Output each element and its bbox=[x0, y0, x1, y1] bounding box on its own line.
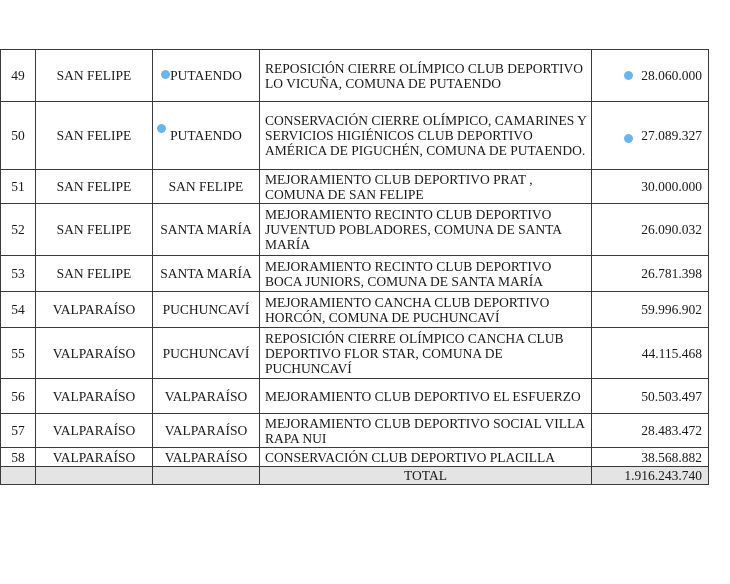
provincia-cell: SAN FELIPE bbox=[36, 170, 153, 204]
monto-label: 27.089.327 bbox=[641, 128, 702, 143]
row-number: 51 bbox=[1, 170, 36, 204]
provincia-cell: VALPARAÍSO bbox=[36, 328, 153, 379]
provincia-cell: SAN FELIPE bbox=[36, 204, 153, 256]
total-row bbox=[1, 467, 709, 485]
proyecto-cell: MEJORAMIENTO CLUB DEPORTIVO SOCIAL VILLA RAPA NUI bbox=[260, 414, 592, 448]
comuna-cell bbox=[153, 102, 260, 170]
table-row bbox=[1, 170, 709, 204]
table-row bbox=[1, 414, 709, 448]
table-row bbox=[1, 448, 709, 467]
total-empty-cell bbox=[36, 467, 153, 485]
projects-table bbox=[0, 49, 709, 485]
provincia-cell: VALPARAÍSO bbox=[36, 292, 153, 328]
provincia-cell: VALPARAÍSO bbox=[36, 448, 153, 467]
provincia-cell: SAN FELIPE bbox=[36, 102, 153, 170]
row-number: 56 bbox=[1, 379, 36, 414]
table-row bbox=[1, 50, 709, 102]
comuna-cell: PUCHUNCAVÍ bbox=[153, 292, 260, 328]
row-number: 54 bbox=[1, 292, 36, 328]
provincia-cell: VALPARAÍSO bbox=[36, 379, 153, 414]
row-number: 50 bbox=[1, 102, 36, 170]
comuna-cell: SANTA MARÍA bbox=[153, 204, 260, 256]
comuna-label: PUTAENDO bbox=[170, 68, 242, 83]
highlight-dot-icon bbox=[157, 124, 166, 133]
proyecto-cell: MEJORAMIENTO CLUB DEPORTIVO PRAT , COMUNA DE SAN FELIPE bbox=[260, 170, 592, 204]
proyecto-cell: MEJORAMIENTO RECINTO CLUB DEPORTIVO BOCA JUNIORS, COMUNA DE SANTA MARÍA bbox=[260, 256, 592, 292]
proyecto-cell: REPOSICIÓN CIERRE OLÍMPICO CANCHA CLUB DEPORTIVO FLOR STAR, COMUNA DE PUCHUNCAVÍ bbox=[260, 328, 592, 379]
total-empty-cell bbox=[1, 467, 36, 485]
row-number: 57 bbox=[1, 414, 36, 448]
monto-cell: 44.115.468 bbox=[592, 328, 709, 379]
table-row bbox=[1, 379, 709, 414]
highlight-dot-icon bbox=[624, 71, 633, 80]
total-label: TOTAL bbox=[260, 467, 592, 485]
row-number: 52 bbox=[1, 204, 36, 256]
provincia-cell: SAN FELIPE bbox=[36, 256, 153, 292]
monto-cell: 26.090.032 bbox=[592, 204, 709, 256]
monto-cell: 26.781.398 bbox=[592, 256, 709, 292]
comuna-cell: VALPARAÍSO bbox=[153, 379, 260, 414]
monto-cell bbox=[592, 102, 709, 170]
row-number: 55 bbox=[1, 328, 36, 379]
table-row bbox=[1, 204, 709, 256]
monto-cell bbox=[592, 50, 709, 102]
comuna-cell: VALPARAÍSO bbox=[153, 414, 260, 448]
highlight-dot-icon bbox=[624, 134, 633, 143]
proyecto-cell: MEJORAMIENTO RECINTO CLUB DEPORTIVO JUVENTUD POBLADORES, COMUNA DE SANTA MARÍA bbox=[260, 204, 592, 256]
row-number: 53 bbox=[1, 256, 36, 292]
proyecto-cell: CONSERVACIÓN CIERRE OLÍMPICO, CAMARINES Y SERVICIOS HIGIÉNICOS CLUB DEPORTIVO AMÉRICA DE PIGUCHÉN, COMUNA DE PUTAENDO. bbox=[260, 102, 592, 170]
row-number: 58 bbox=[1, 448, 36, 467]
proyecto-cell: REPOSICIÓN CIERRE OLÍMPICO CLUB DEPORTIVO LO VICUÑA, COMUNA DE PUTAENDO bbox=[260, 50, 592, 102]
provincia-cell: SAN FELIPE bbox=[36, 50, 153, 102]
proyecto-cell: MEJORAMIENTO CLUB DEPORTIVO EL ESFUERZO bbox=[260, 379, 592, 414]
comuna-cell: SAN FELIPE bbox=[153, 170, 260, 204]
provincia-cell: VALPARAÍSO bbox=[36, 414, 153, 448]
comuna-label: PUTAENDO bbox=[170, 128, 242, 143]
monto-label: 28.060.000 bbox=[641, 68, 702, 83]
document-page bbox=[0, 49, 708, 485]
table-row bbox=[1, 256, 709, 292]
monto-cell: 50.503.497 bbox=[592, 379, 709, 414]
total-empty-cell bbox=[153, 467, 260, 485]
comuna-cell bbox=[153, 50, 260, 102]
comuna-cell: SANTA MARÍA bbox=[153, 256, 260, 292]
row-number: 49 bbox=[1, 50, 36, 102]
table-row bbox=[1, 292, 709, 328]
proyecto-cell: MEJORAMIENTO CANCHA CLUB DEPORTIVO HORCÓN, COMUNA DE PUCHUNCAVÍ bbox=[260, 292, 592, 328]
monto-cell: 38.568.882 bbox=[592, 448, 709, 467]
monto-cell: 30.000.000 bbox=[592, 170, 709, 204]
proyecto-cell: CONSERVACIÓN CLUB DEPORTIVO PLACILLA bbox=[260, 448, 592, 467]
monto-cell: 28.483.472 bbox=[592, 414, 709, 448]
comuna-cell: VALPARAÍSO bbox=[153, 448, 260, 467]
monto-cell: 59.996.902 bbox=[592, 292, 709, 328]
comuna-cell: PUCHUNCAVÍ bbox=[153, 328, 260, 379]
highlight-dot-icon bbox=[161, 70, 170, 79]
total-amount: 1.916.243.740 bbox=[592, 467, 709, 485]
table-row bbox=[1, 328, 709, 379]
table-row bbox=[1, 102, 709, 170]
